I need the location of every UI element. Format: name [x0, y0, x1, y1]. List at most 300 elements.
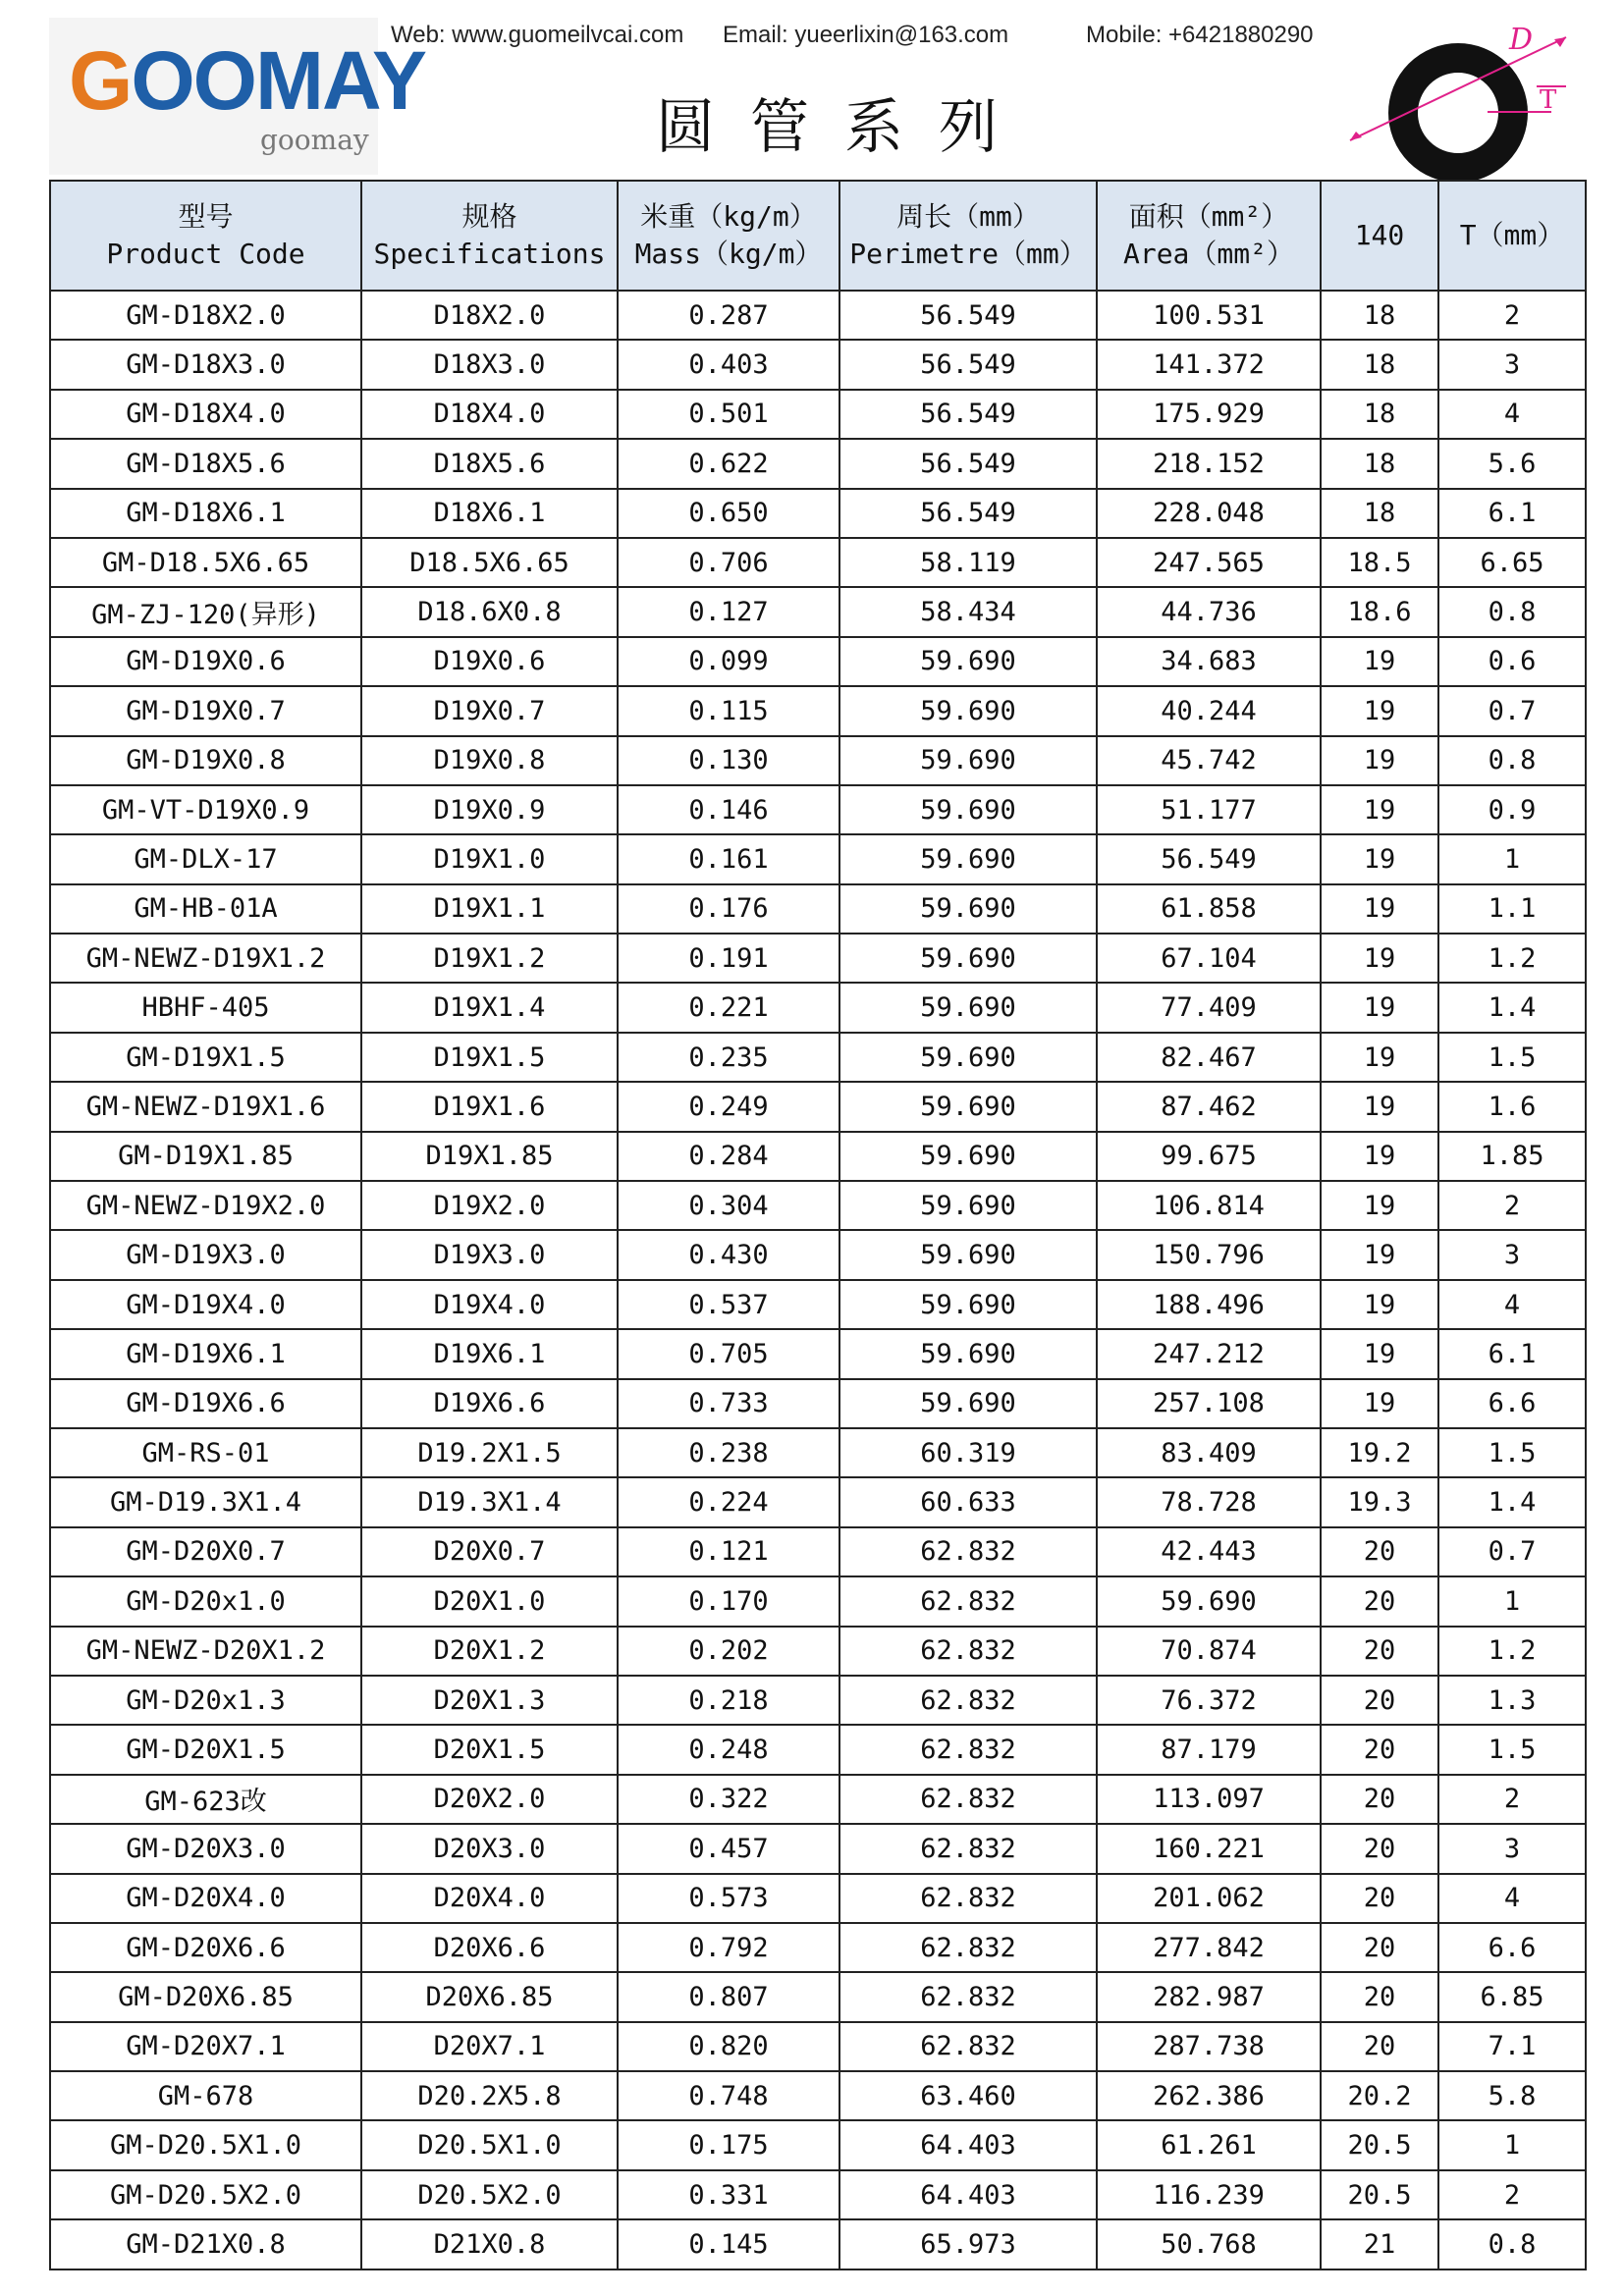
- column-header-sublabel: Product Code: [106, 238, 305, 270]
- cell-perimetre: 59.690: [839, 736, 1097, 785]
- cell-outer-diameter: 20: [1321, 1923, 1438, 1972]
- cell-outer-diameter: 19: [1321, 1033, 1438, 1082]
- cell-area: 76.372: [1097, 1676, 1321, 1725]
- cell-perimetre: 59.690: [839, 1181, 1097, 1230]
- cell-specifications: D20X2.0: [361, 1775, 618, 1824]
- cell-area: 77.409: [1097, 983, 1321, 1032]
- cell-thickness: 3: [1438, 340, 1586, 389]
- table-row: [50, 1923, 1586, 1972]
- table-row: [50, 489, 1586, 538]
- cell-area: 247.212: [1097, 1329, 1321, 1378]
- column-header-mass: [618, 181, 839, 291]
- company-logo: [49, 18, 425, 175]
- cell-outer-diameter: 19: [1321, 686, 1438, 735]
- cell-area: 141.372: [1097, 340, 1321, 389]
- cell-perimetre: 65.973: [839, 2219, 1097, 2269]
- cell-area: 42.443: [1097, 1527, 1321, 1576]
- cell-mass: 0.202: [618, 1627, 839, 1676]
- cell-perimetre: 58.119: [839, 538, 1097, 587]
- cell-outer-diameter: 18: [1321, 340, 1438, 389]
- cell-outer-diameter: 20: [1321, 1725, 1438, 1774]
- cell-mass: 0.820: [618, 2022, 839, 2071]
- cell-thickness: 1.1: [1438, 884, 1586, 934]
- cell-perimetre: 59.690: [839, 785, 1097, 834]
- table-row: [50, 934, 1586, 983]
- cell-specifications: D19X1.1: [361, 884, 618, 934]
- cell-thickness: 0.8: [1438, 736, 1586, 785]
- cell-area: 44.736: [1097, 587, 1321, 636]
- cell-area: 247.565: [1097, 538, 1321, 587]
- cell-perimetre: 59.690: [839, 1033, 1097, 1082]
- cell-product-code: GM-678: [50, 2071, 361, 2120]
- cell-outer-diameter: 20: [1321, 1775, 1438, 1824]
- cell-product-code: GM-D20X4.0: [50, 1874, 361, 1923]
- cell-outer-diameter: 19: [1321, 934, 1438, 983]
- cell-mass: 0.238: [618, 1428, 839, 1477]
- logo-subtext: goomay: [260, 124, 369, 156]
- cell-product-code: GM-VT-D19X0.9: [50, 785, 361, 834]
- table-row: [50, 1775, 1586, 1824]
- mobile-text: Mobile: +6421880290: [1086, 22, 1314, 48]
- table-row: [50, 439, 1586, 488]
- cell-product-code: GM-D20x1.0: [50, 1576, 361, 1626]
- cell-mass: 0.248: [618, 1725, 839, 1774]
- cell-outer-diameter: 19: [1321, 834, 1438, 883]
- cell-product-code: GM-NEWZ-D19X2.0: [50, 1181, 361, 1230]
- table-row: [50, 2219, 1586, 2269]
- cell-perimetre: 59.690: [839, 1132, 1097, 1181]
- table-row: [50, 1181, 1586, 1230]
- table-row: [50, 637, 1586, 686]
- cell-product-code: GM-D19X0.8: [50, 736, 361, 785]
- cell-product-code: GM-D18X2.0: [50, 291, 361, 340]
- cell-product-code: GM-DLX-17: [50, 834, 361, 883]
- cell-outer-diameter: 18.6: [1321, 587, 1438, 636]
- column-header-area: [1097, 181, 1321, 291]
- cell-area: 87.179: [1097, 1725, 1321, 1774]
- cell-mass: 0.501: [618, 390, 839, 439]
- cell-perimetre: 56.549: [839, 439, 1097, 488]
- column-header-thickness: [1438, 181, 1586, 291]
- table-row: [50, 340, 1586, 389]
- cell-specifications: D20X6.85: [361, 1972, 618, 2021]
- cell-thickness: 4: [1438, 1280, 1586, 1329]
- cell-product-code: GM-D20X3.0: [50, 1824, 361, 1873]
- cell-mass: 0.457: [618, 1824, 839, 1873]
- table-row: [50, 1627, 1586, 1676]
- table-row: [50, 1725, 1586, 1774]
- cell-perimetre: 62.832: [839, 1725, 1097, 1774]
- cell-product-code: GM-D19X6.6: [50, 1379, 361, 1428]
- table-row: [50, 2170, 1586, 2219]
- cell-specifications: D19X1.4: [361, 983, 618, 1032]
- cell-mass: 0.748: [618, 2071, 839, 2120]
- cell-thickness: 3: [1438, 1824, 1586, 1873]
- cell-outer-diameter: 19: [1321, 884, 1438, 934]
- cell-outer-diameter: 19: [1321, 1181, 1438, 1230]
- cell-perimetre: 62.832: [839, 2022, 1097, 2071]
- cell-thickness: 2: [1438, 291, 1586, 340]
- cell-thickness: 2: [1438, 2170, 1586, 2219]
- column-header-label: 米重（kg/m）: [640, 200, 817, 233]
- cell-perimetre: 56.549: [839, 340, 1097, 389]
- cell-specifications: D18X4.0: [361, 390, 618, 439]
- cell-product-code: GM-D20X7.1: [50, 2022, 361, 2071]
- cell-product-code: HBHF-405: [50, 983, 361, 1032]
- cell-product-code: GM-D19X0.6: [50, 637, 361, 686]
- cell-mass: 0.331: [618, 2170, 839, 2219]
- cell-product-code: GM-D18X5.6: [50, 439, 361, 488]
- cell-perimetre: 59.690: [839, 834, 1097, 883]
- cell-thickness: 0.8: [1438, 587, 1586, 636]
- tube-specifications-table: [49, 180, 1587, 2270]
- cell-product-code: GM-D20X1.5: [50, 1725, 361, 1774]
- column-header-sublabel: Perimetre（mm）: [849, 238, 1087, 270]
- table-row: [50, 390, 1586, 439]
- cell-mass: 0.224: [618, 1477, 839, 1526]
- cell-perimetre: 62.832: [839, 1972, 1097, 2021]
- cell-outer-diameter: 20.5: [1321, 2170, 1438, 2219]
- cell-mass: 0.622: [618, 439, 839, 488]
- cell-mass: 0.161: [618, 834, 839, 883]
- cell-outer-diameter: 20: [1321, 1676, 1438, 1725]
- table-row: [50, 1874, 1586, 1923]
- logo-wordmark: GOOMAY: [69, 34, 425, 127]
- column-header-label: 面积（mm²）: [1128, 200, 1289, 233]
- cell-area: 67.104: [1097, 934, 1321, 983]
- cell-area: 70.874: [1097, 1627, 1321, 1676]
- cell-outer-diameter: 18.5: [1321, 538, 1438, 587]
- cell-specifications: D19X6.6: [361, 1379, 618, 1428]
- cell-thickness: 1.3: [1438, 1676, 1586, 1725]
- column-header-specifications: [361, 181, 618, 291]
- table-row: [50, 884, 1586, 934]
- page-title: 圆管系列: [656, 93, 1033, 162]
- cell-specifications: D20X6.6: [361, 1923, 618, 1972]
- cell-specifications: D19X1.2: [361, 934, 618, 983]
- cell-outer-diameter: 19: [1321, 1082, 1438, 1131]
- cell-perimetre: 62.832: [839, 1923, 1097, 1972]
- table-body: [50, 291, 1586, 2269]
- cell-thickness: 1.85: [1438, 1132, 1586, 1181]
- cell-mass: 0.127: [618, 587, 839, 636]
- cell-product-code: GM-D20x1.3: [50, 1676, 361, 1725]
- cell-specifications: D19.2X1.5: [361, 1428, 618, 1477]
- cell-outer-diameter: 19: [1321, 1280, 1438, 1329]
- table-row: [50, 1132, 1586, 1181]
- cell-outer-diameter: 20.2: [1321, 2071, 1438, 2120]
- cell-thickness: 5.6: [1438, 439, 1586, 488]
- cell-perimetre: 62.832: [839, 1775, 1097, 1824]
- cell-specifications: D19X6.1: [361, 1329, 618, 1378]
- cell-specifications: D20X1.0: [361, 1576, 618, 1626]
- cell-mass: 0.792: [618, 1923, 839, 1972]
- column-header-label: 140: [1354, 219, 1405, 251]
- cell-specifications: D19X0.7: [361, 686, 618, 735]
- cell-specifications: D20.5X2.0: [361, 2170, 618, 2219]
- cell-product-code: GM-D18X6.1: [50, 489, 361, 538]
- column-header-sublabel: Area（mm²）: [1122, 238, 1294, 270]
- cell-area: 106.814: [1097, 1181, 1321, 1230]
- cell-perimetre: 56.549: [839, 489, 1097, 538]
- table-row: [50, 1527, 1586, 1576]
- cell-perimetre: 59.690: [839, 686, 1097, 735]
- cell-specifications: D20X1.2: [361, 1627, 618, 1676]
- table-row: [50, 587, 1586, 636]
- cell-outer-diameter: 19: [1321, 1132, 1438, 1181]
- cell-specifications: D19.3X1.4: [361, 1477, 618, 1526]
- cell-thickness: 0.6: [1438, 637, 1586, 686]
- cell-outer-diameter: 18: [1321, 439, 1438, 488]
- cell-area: 160.221: [1097, 1824, 1321, 1873]
- cell-area: 277.842: [1097, 1923, 1321, 1972]
- cell-mass: 0.304: [618, 1181, 839, 1230]
- cell-perimetre: 59.690: [839, 884, 1097, 934]
- column-header-perimetre: [839, 181, 1097, 291]
- cell-perimetre: 59.690: [839, 637, 1097, 686]
- cell-mass: 0.249: [618, 1082, 839, 1131]
- cell-product-code: GM-NEWZ-D20X1.2: [50, 1627, 361, 1676]
- cell-outer-diameter: 21: [1321, 2219, 1438, 2269]
- cell-perimetre: 62.832: [839, 1824, 1097, 1873]
- table-row: [50, 1082, 1586, 1131]
- cell-mass: 0.807: [618, 1972, 839, 2021]
- cell-thickness: 6.65: [1438, 538, 1586, 587]
- cell-area: 262.386: [1097, 2071, 1321, 2120]
- page-header: [0, 0, 1624, 182]
- cell-product-code: GM-D20X0.7: [50, 1527, 361, 1576]
- cell-area: 287.738: [1097, 2022, 1321, 2071]
- table-row: [50, 1676, 1586, 1725]
- cell-outer-diameter: 19: [1321, 1329, 1438, 1378]
- cell-area: 61.858: [1097, 884, 1321, 934]
- cell-area: 282.987: [1097, 1972, 1321, 2021]
- table-row: [50, 1033, 1586, 1082]
- cell-mass: 0.191: [618, 934, 839, 983]
- cell-thickness: 6.1: [1438, 1329, 1586, 1378]
- table-row: [50, 2022, 1586, 2071]
- cell-thickness: 6.1: [1438, 489, 1586, 538]
- cell-mass: 0.145: [618, 2219, 839, 2269]
- cell-area: 218.152: [1097, 439, 1321, 488]
- thickness-label: T: [1540, 85, 1557, 115]
- cell-specifications: D18.6X0.8: [361, 587, 618, 636]
- cell-perimetre: 59.690: [839, 1329, 1097, 1378]
- table-row: [50, 1824, 1586, 1873]
- column-header-sublabel: Specifications: [373, 238, 606, 270]
- cell-area: 175.929: [1097, 390, 1321, 439]
- cell-thickness: 6.6: [1438, 1923, 1586, 1972]
- cell-area: 61.261: [1097, 2120, 1321, 2169]
- table-row: [50, 1379, 1586, 1428]
- cell-thickness: 5.8: [1438, 2071, 1586, 2120]
- tube-cross-section-diagram: [1330, 18, 1586, 180]
- column-header-label: T（mm）: [1459, 219, 1565, 251]
- cell-outer-diameter: 19: [1321, 1230, 1438, 1279]
- cell-perimetre: 59.690: [839, 1082, 1097, 1131]
- table-row: [50, 1230, 1586, 1279]
- cell-thickness: 4: [1438, 1874, 1586, 1923]
- cell-outer-diameter: 20: [1321, 1874, 1438, 1923]
- cell-mass: 0.221: [618, 983, 839, 1032]
- cell-area: 99.675: [1097, 1132, 1321, 1181]
- cell-thickness: 1.5: [1438, 1428, 1586, 1477]
- cell-outer-diameter: 20.5: [1321, 2120, 1438, 2169]
- table-row: [50, 785, 1586, 834]
- cell-specifications: D19X3.0: [361, 1230, 618, 1279]
- cell-product-code: GM-D19X4.0: [50, 1280, 361, 1329]
- cell-thickness: 1.5: [1438, 1033, 1586, 1082]
- cell-product-code: GM-D20X6.6: [50, 1923, 361, 1972]
- cell-product-code: GM-D18X4.0: [50, 390, 361, 439]
- cell-area: 100.531: [1097, 291, 1321, 340]
- cell-perimetre: 59.690: [839, 1280, 1097, 1329]
- cell-mass: 0.287: [618, 291, 839, 340]
- cell-specifications: D20.5X1.0: [361, 2120, 618, 2169]
- cell-perimetre: 60.319: [839, 1428, 1097, 1477]
- cell-thickness: 1.2: [1438, 1627, 1586, 1676]
- cell-specifications: D19X1.85: [361, 1132, 618, 1181]
- cell-specifications: D19X1.5: [361, 1033, 618, 1082]
- cell-mass: 0.146: [618, 785, 839, 834]
- cell-thickness: 1: [1438, 1576, 1586, 1626]
- cell-outer-diameter: 20: [1321, 2022, 1438, 2071]
- cell-perimetre: 60.633: [839, 1477, 1097, 1526]
- cell-outer-diameter: 18: [1321, 489, 1438, 538]
- cell-thickness: 1.4: [1438, 1477, 1586, 1526]
- cell-product-code: GM-D20.5X1.0: [50, 2120, 361, 2169]
- cell-product-code: GM-D20.5X2.0: [50, 2170, 361, 2219]
- cell-product-code: GM-D19.3X1.4: [50, 1477, 361, 1526]
- cell-product-code: GM-D21X0.8: [50, 2219, 361, 2269]
- email-text: Email: yueerlixin@163.com: [723, 22, 1009, 48]
- table-header-row: [50, 181, 1586, 291]
- cell-specifications: D19X0.8: [361, 736, 618, 785]
- cell-mass: 0.537: [618, 1280, 839, 1329]
- cell-perimetre: 59.690: [839, 983, 1097, 1032]
- cell-outer-diameter: 19: [1321, 785, 1438, 834]
- cell-area: 82.467: [1097, 1033, 1321, 1082]
- cell-product-code: GM-D19X0.7: [50, 686, 361, 735]
- cell-specifications: D19X1.6: [361, 1082, 618, 1131]
- cell-product-code: GM-D18X3.0: [50, 340, 361, 389]
- cell-perimetre: 62.832: [839, 1627, 1097, 1676]
- cell-perimetre: 62.832: [839, 1527, 1097, 1576]
- table-row: [50, 1477, 1586, 1526]
- cell-area: 45.742: [1097, 736, 1321, 785]
- table-row: [50, 291, 1586, 340]
- cell-specifications: D18X5.6: [361, 439, 618, 488]
- cell-perimetre: 64.403: [839, 2170, 1097, 2219]
- cell-mass: 0.121: [618, 1527, 839, 1576]
- cell-perimetre: 58.434: [839, 587, 1097, 636]
- cell-area: 87.462: [1097, 1082, 1321, 1131]
- diameter-label: D: [1509, 23, 1534, 57]
- cell-specifications: D19X1.0: [361, 834, 618, 883]
- cell-outer-diameter: 19: [1321, 736, 1438, 785]
- cell-specifications: D21X0.8: [361, 2219, 618, 2269]
- table-row: [50, 1576, 1586, 1626]
- cell-area: 40.244: [1097, 686, 1321, 735]
- table-row: [50, 736, 1586, 785]
- column-header-product-code: [50, 181, 361, 291]
- cell-perimetre: 62.832: [839, 1874, 1097, 1923]
- cell-area: 51.177: [1097, 785, 1321, 834]
- cell-product-code: GM-623改: [50, 1775, 361, 1824]
- table-row: [50, 1428, 1586, 1477]
- cell-perimetre: 59.690: [839, 934, 1097, 983]
- cell-perimetre: 59.690: [839, 1379, 1097, 1428]
- cell-area: 113.097: [1097, 1775, 1321, 1824]
- cell-thickness: 3: [1438, 1230, 1586, 1279]
- column-header-label: 周长（mm）: [896, 200, 1040, 233]
- cell-outer-diameter: 19: [1321, 637, 1438, 686]
- cell-outer-diameter: 20: [1321, 1527, 1438, 1576]
- cell-specifications: D18X3.0: [361, 340, 618, 389]
- cell-mass: 0.650: [618, 489, 839, 538]
- cell-specifications: D20X3.0: [361, 1824, 618, 1873]
- cell-outer-diameter: 18: [1321, 291, 1438, 340]
- table-row: [50, 2071, 1586, 2120]
- table-row: [50, 1280, 1586, 1329]
- cell-thickness: 1: [1438, 834, 1586, 883]
- cell-thickness: 4: [1438, 390, 1586, 439]
- cell-product-code: GM-D19X6.1: [50, 1329, 361, 1378]
- cell-product-code: GM-D19X1.5: [50, 1033, 361, 1082]
- cell-outer-diameter: 20: [1321, 1627, 1438, 1676]
- cell-thickness: 0.8: [1438, 2219, 1586, 2269]
- table-row: [50, 983, 1586, 1032]
- cell-mass: 0.705: [618, 1329, 839, 1378]
- cell-area: 188.496: [1097, 1280, 1321, 1329]
- cell-thickness: 2: [1438, 1775, 1586, 1824]
- cell-perimetre: 56.549: [839, 390, 1097, 439]
- cell-perimetre: 64.403: [839, 2120, 1097, 2169]
- cell-outer-diameter: 19: [1321, 983, 1438, 1032]
- cell-specifications: D20X1.3: [361, 1676, 618, 1725]
- cell-perimetre: 59.690: [839, 1230, 1097, 1279]
- cell-mass: 0.284: [618, 1132, 839, 1181]
- cell-perimetre: 62.832: [839, 1576, 1097, 1626]
- cell-area: 83.409: [1097, 1428, 1321, 1477]
- cell-perimetre: 56.549: [839, 291, 1097, 340]
- cell-area: 116.239: [1097, 2170, 1321, 2219]
- diameter-arrow-start: [1350, 132, 1362, 140]
- cell-thickness: 6.85: [1438, 1972, 1586, 2021]
- cell-thickness: 2: [1438, 1181, 1586, 1230]
- cell-thickness: 1.2: [1438, 934, 1586, 983]
- table-row: [50, 686, 1586, 735]
- cell-mass: 0.733: [618, 1379, 839, 1428]
- cell-product-code: GM-HB-01A: [50, 884, 361, 934]
- cell-specifications: D19X4.0: [361, 1280, 618, 1329]
- cell-area: 150.796: [1097, 1230, 1321, 1279]
- cell-specifications: D18X2.0: [361, 291, 618, 340]
- cell-area: 201.062: [1097, 1874, 1321, 1923]
- cell-mass: 0.176: [618, 884, 839, 934]
- cell-thickness: 1.6: [1438, 1082, 1586, 1131]
- table-row: [50, 2120, 1586, 2169]
- cell-product-code: GM-D19X1.85: [50, 1132, 361, 1181]
- table-row: [50, 1972, 1586, 2021]
- cell-product-code: GM-NEWZ-D19X1.6: [50, 1082, 361, 1131]
- cell-product-code: GM-ZJ-120(异形): [50, 587, 361, 636]
- cell-mass: 0.218: [618, 1676, 839, 1725]
- cell-area: 34.683: [1097, 637, 1321, 686]
- cell-specifications: D20X0.7: [361, 1527, 618, 1576]
- table-row: [50, 834, 1586, 883]
- cell-product-code: GM-RS-01: [50, 1428, 361, 1477]
